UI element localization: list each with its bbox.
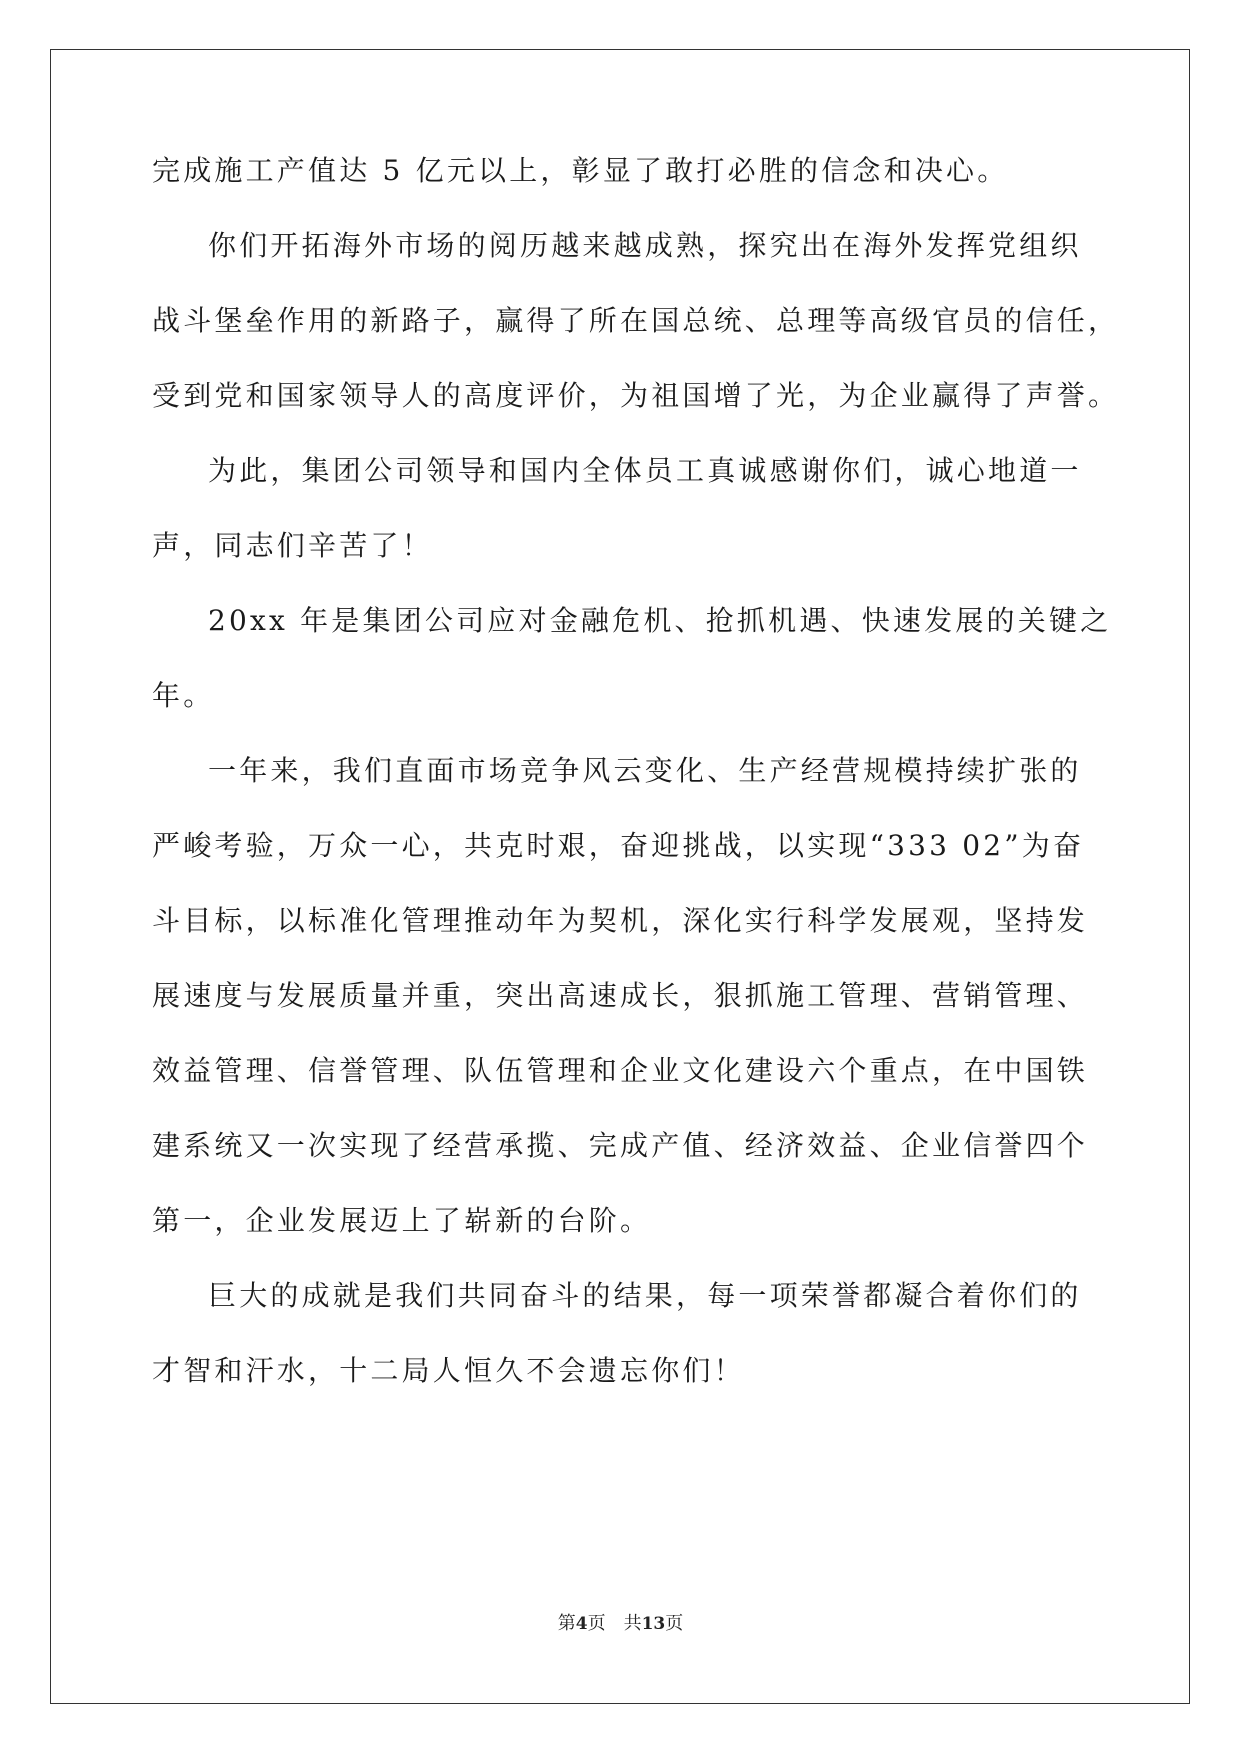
paragraph-line: 声，同志们辛苦了！	[152, 529, 433, 562]
paragraph-line: 一年来，我们直面市场竞争风云变化、生产经营规模持续扩张的	[208, 754, 1082, 787]
paragraph-line: 斗目标，以标准化管理推动年为契机，深化实行科学发展观，坚持发	[152, 904, 1089, 937]
paragraph-line: 才智和汗水，十二局人恒久不会遗忘你们！	[152, 1354, 745, 1387]
paragraph-line: 战斗堡垒作用的新路子，赢得了所在国总统、总理等高级官员的信任，	[152, 304, 1120, 337]
total-prefix: 共	[623, 1613, 642, 1634]
paragraph-line: 受到党和国家领导人的高度评价，为祖国增了光，为企业赢得了声誉。	[152, 379, 1120, 412]
paragraph-line: 建系统又一次实现了经营承揽、完成产值、经济效益、企业信誉四个	[152, 1129, 1089, 1162]
paragraph-line: 展速度与发展质量并重，突出高速成长，狠抓施工管理、营销管理、	[152, 979, 1089, 1012]
paragraph-line: 巨大的成就是我们共同奋斗的结果，每一项荣誉都凝合着你们的	[208, 1279, 1082, 1312]
paragraph-line: 你们开拓海外市场的阅历越来越成熟，探究出在海外发挥党组织	[208, 229, 1082, 262]
paragraph-line: 年。	[152, 679, 215, 712]
page-number: 4	[575, 1614, 588, 1634]
paragraph-line: 严峻考验，万众一心，共克时艰，奋迎挑战，以实现“333 02”为奋	[152, 829, 1085, 862]
paragraph-line: 完成施工产值达 5 亿元以上，彰显了敢打必胜的信念和决心。	[152, 154, 1009, 187]
page-border	[50, 49, 1190, 1704]
total-suffix: 页	[665, 1613, 684, 1634]
paragraph-line: 第一，企业发展迈上了崭新的台阶。	[152, 1204, 652, 1237]
page-prefix: 第	[557, 1613, 576, 1634]
paragraph-line: 为此，集团公司领导和国内全体员工真诚感谢你们，诚心地道一	[208, 454, 1082, 487]
total-pages: 13	[641, 1614, 666, 1634]
paragraph-line: 效益管理、信誉管理、队伍管理和企业文化建设六个重点，在中国铁	[152, 1054, 1089, 1087]
page-suffix: 页	[587, 1613, 606, 1634]
paragraph-line: 20xx 年是集团公司应对金融危机、抢抓机遇、快速发展的关键之	[208, 604, 1112, 637]
page-footer	[0, 1611, 1241, 1637]
